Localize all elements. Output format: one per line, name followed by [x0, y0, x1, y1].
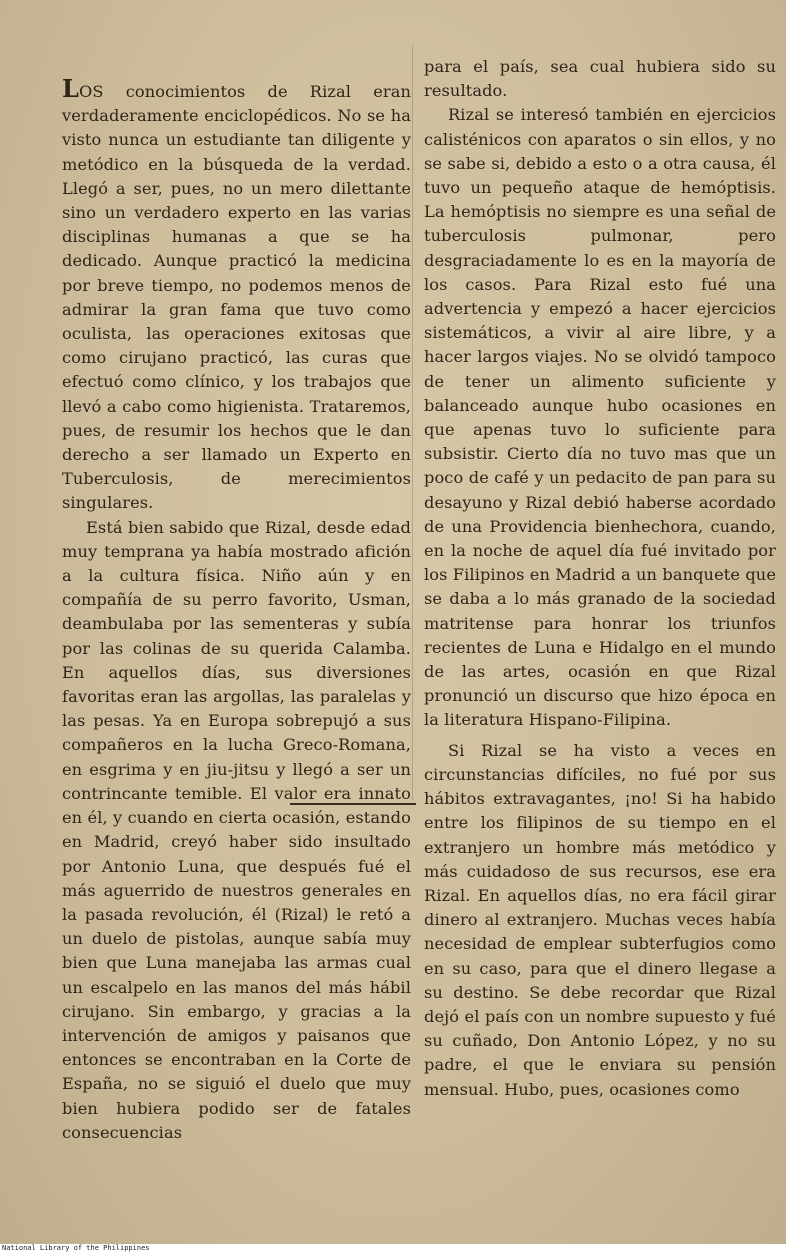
continued-paragraph: para el país, sea cual hubiera sido su resultado. — [424, 57, 776, 101]
left-column — [62, 74, 411, 1145]
right-column — [424, 55, 776, 1102]
footer-strip — [0, 1244, 786, 1253]
calisthenics-paragraph: Rizal se interesó también en ejercicios calisténicos con aparatos o sin ellos, y no se sabe si, debido a esto o a otra causa, él tuvo un pequeño ataque de hemóptisis. La hemóptisis no siempre es una señal de tuberculosis pulmonar, pero desgraciadamente lo es en la mayoría de los casos. Para Rizal esto fué una advertencia y empezó a hacer ejercicios sistemáticos, a vivir al aire libre, y a hacer largos viajes. No se olvidó tampoco de tener un alimento suficiente y balanceado aunque hubo ocasiones en que apenas tuvo lo suficiente para subsistir. Cierto día no tuvo mas que un poco de café y un pedacito de pan para su desayuno y Rizal debió haberse acordado de una Providencia bienhechora, cuando, en la noche de aquel día fué invitado por los Filipinos en Madrid a un banquete que se daba a lo más granado de la sociedad matritense para honrar los triunfos recientes de Luna e Hidalgo en el mundo de las artes, ocasión en que Rizal pronunció un discurso que hizo época en la literatura Hispano-Filipina. — [424, 105, 776, 730]
opening-paragraph-text: OS conocimientos de Rizal eran verdaderamente enciclopédicos. No se ha visto nunca un estudiante tan diligente y metódico en la búsqueda de la verdad. Llegó a ser, pues, no un mero dilettante sino un verdadero experto en las varias disciplinas humanas a que se ha dedicado. Aunque practicó la medicina por breve tiempo, no podemos menos de admirar la gran fama que tuvo como oculista, las operaciones exitosas que como cirujano practicó, las curas que efectuó como clínico, y los trabajos que llevó a cabo como higienista. Trataremos, pues, de resumir los hechos que le dan derecho a ser llamado un Experto en Tuberculosis, de merecimientos singulares. — [62, 82, 411, 513]
column-end-rule — [290, 803, 416, 805]
finances-paragraph: Si Rizal se ha visto a veces en circunstancias difíciles, no fué por sus hábitos extravagantes, ¡no! Si ha habido entre los filipinos de su tiempo en el extranjero un hombre más metódico y más cuidadoso de sus recursos, ese era Rizal. En aquellos días, no era fácil girar dinero al extranjero. Muchas veces había necesidad de emplear subterfugios como en su caso, para que el dinero llegase a su destino. Se debe recordar que Rizal dejó el país con un nombre supuesto y fué su cuñado, Don Antonio López, y no su padre, el que le enviara su pensión mensual. Hubo, pues, ocasiones como — [424, 740, 776, 1099]
physical-culture-paragraph: Está bien sabido que Rizal, desde edad muy temprana ya había mostrado afición a la cultura física. Niño aún y en compañía de su perro favorito, Usman, deambulaba por las sementeras y subía por las colinas de su querida Calamba. En aquellos días, sus diversiones favoritas eran las argollas, las paralelas y las pesas. Ya en Europa sobrepujó a sus compañeros en la lucha Greco-Romana, en esgrima y en jiu-jitsu y llegó a ser un contrincante temible. El valor era innato en él, y cuando en cierta ocasión, estando en Madrid, creyó haber sido insultado por Antonio Luna, que después fué el más aguerrido de nuestros generales en la pasada revolución, él (Rizal) le retó a un duelo de pistolas, aunque sabía muy bien que Luna manejaba las armas cual un escalpelo en las manos del más hábil cirujano. Sin embargo, y gracias a la intervención de amigos y paisanos que entonces se encontraban en la Corte de España, no se siguió el duelo que muy bien hubiera podido ser de fatales consecuencias — [62, 517, 411, 1142]
library-credit: National Library of the Philippines — [2, 1244, 150, 1252]
drop-cap: L — [62, 74, 79, 103]
column-divider — [412, 45, 413, 800]
opening-paragraph — [62, 74, 411, 516]
